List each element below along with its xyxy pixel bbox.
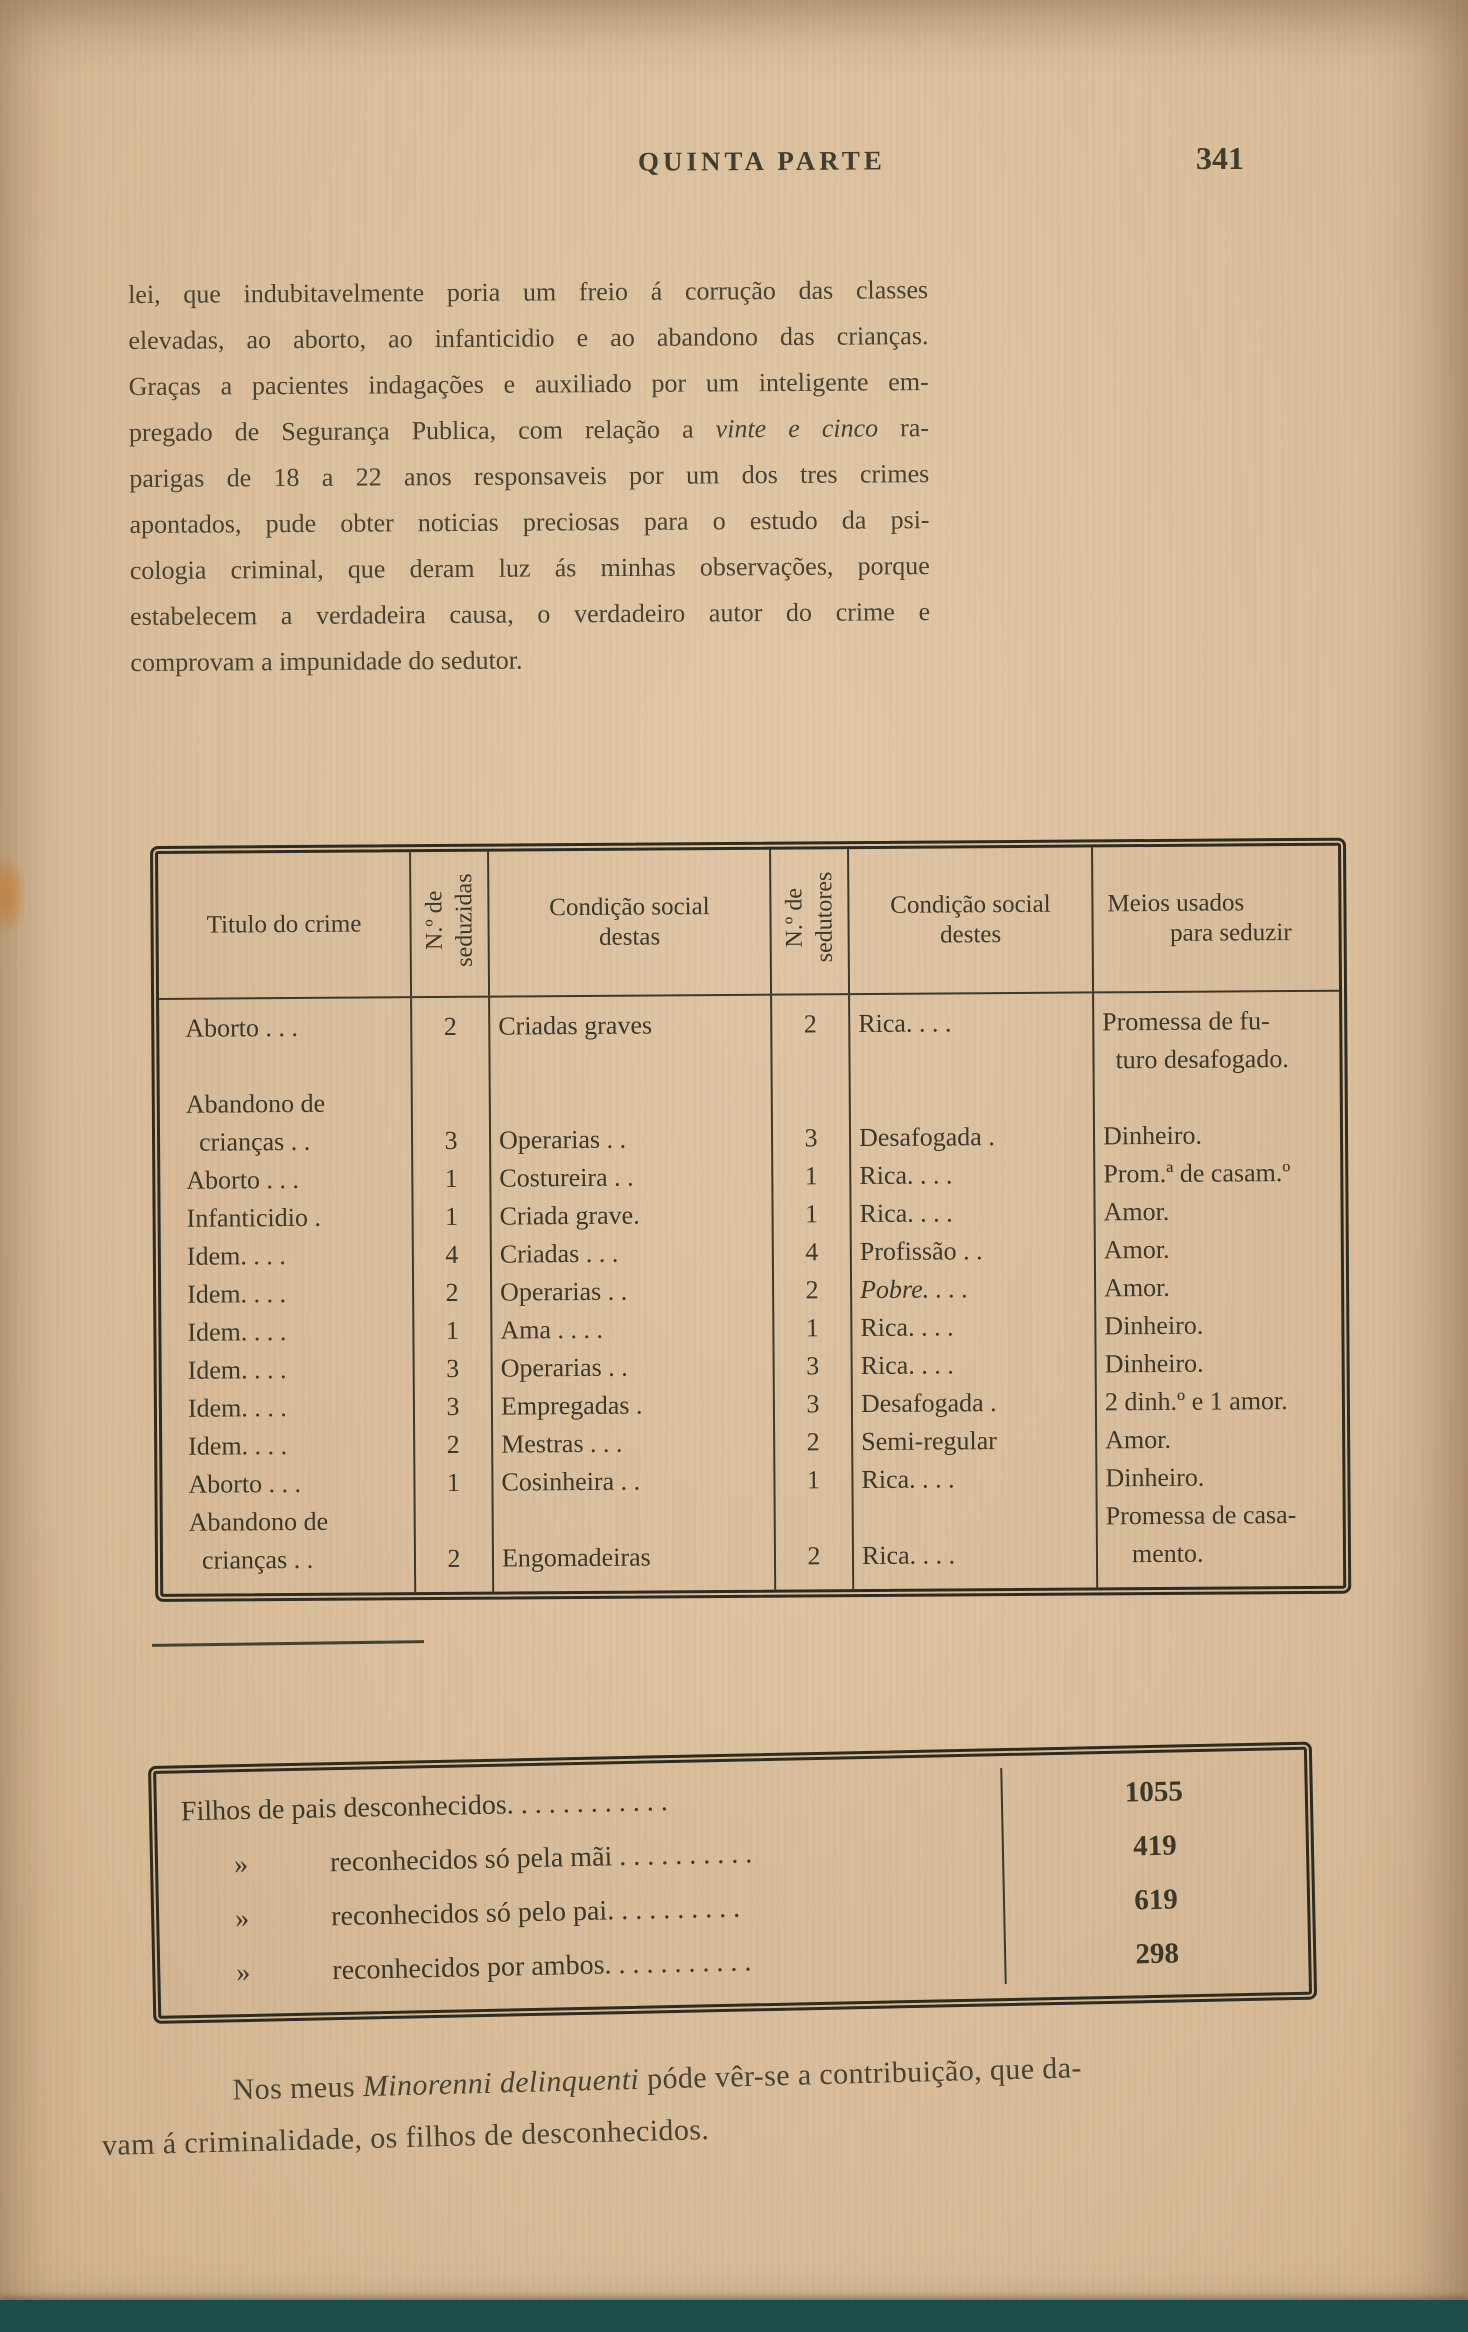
- meios-cell: Amor.: [1095, 1268, 1341, 1308]
- meios-cell: Dinheiro.: [1096, 1458, 1342, 1498]
- condicao-destes-cell: Desafogada .: [850, 1079, 1095, 1157]
- seduzidas-count-cell: 2: [414, 1426, 492, 1465]
- condicao-destas-cell: Criadas . . .: [491, 1234, 773, 1274]
- sedutores-count-cell: 1: [772, 1195, 850, 1234]
- condicao-destas-cell: Operarias . .: [490, 1082, 773, 1160]
- page-number: 341: [1196, 140, 1244, 176]
- condicao-destes-cell: Rica. . . .: [852, 1345, 1096, 1385]
- crime-title-cell: Infanticidio .: [186, 1202, 321, 1233]
- text-line: parigas de 18 a 22 anos responsaveis por um dos tres crimes: [129, 459, 930, 493]
- filhos-count-cell: 298: [1005, 1924, 1309, 1984]
- table-row: [163, 1496, 1344, 1594]
- sedutores-count-cell: 2: [771, 994, 850, 1082]
- header-n-sedutores: [770, 849, 849, 995]
- closing-paragraph: [100, 2034, 1382, 2171]
- sedutores-count-cell: 3: [774, 1347, 852, 1386]
- meios-cell: 2 dinh.º e 1 amor.: [1096, 1382, 1342, 1422]
- filhos-label: reconhecidos só pela mãi . . . . . . . . . .: [329, 1838, 753, 1879]
- condicao-destas-cell: Cosinheira . .: [492, 1462, 774, 1502]
- seduzidas-count-cell: 1: [414, 1464, 492, 1503]
- paper-stain: [0, 858, 24, 932]
- crime-title-cell: Abandono de crianças . .: [185, 1088, 326, 1157]
- ditto-mark: »: [234, 1902, 250, 1935]
- text-line: comprovam a impunidade do sedutor.: [130, 645, 523, 677]
- sedutores-count-cell: 2: [774, 1423, 852, 1462]
- text-segment: ra-: [877, 413, 930, 443]
- condicao-destes-cell: Rica. . . .: [849, 992, 1094, 1081]
- crime-title-cell: Abandono de crianças . .: [188, 1506, 329, 1575]
- meios-cell: Dinheiro.: [1094, 1078, 1341, 1156]
- seduzidas-count-cell: 2: [415, 1502, 494, 1593]
- crime-title-cell: Idem. . . .: [187, 1355, 287, 1385]
- text-line: apontados, pude obter noticias preciosas para o estudo da psi-: [129, 505, 930, 539]
- seduzidas-count-cell: 3: [414, 1388, 492, 1427]
- header-condicao-destas: Condição social destas: [488, 850, 771, 997]
- crime-title-cell: Aborto . . .: [185, 1012, 299, 1043]
- seduzidas-count-cell: 2: [413, 1274, 491, 1313]
- condicao-destes-cell: Pobre. . . .: [851, 1269, 1095, 1309]
- vertical-header-text: N.º de seduzidas: [421, 873, 478, 967]
- seduzidas-count-cell: 4: [413, 1236, 491, 1275]
- sedutores-count-cell: 4: [773, 1233, 851, 1272]
- crime-title-cell: Idem. . . .: [188, 1431, 288, 1461]
- italic-phrase: vinte e cinco: [715, 413, 879, 444]
- text-segment: póde vêr-se a contribuição, que da-: [638, 2051, 1083, 2096]
- filhos-label: reconhecidos só pelo pai. . . . . . . . . .: [330, 1892, 741, 1933]
- seduzidas-count-cell: 3: [414, 1350, 492, 1389]
- condicao-destas-cell: Empregadas .: [492, 1386, 774, 1426]
- crime-title-cell: Aborto . . .: [186, 1164, 300, 1195]
- condicao-destes-cell: Rica. . . .: [850, 1193, 1094, 1233]
- vertical-header-text: N.º de sedutores: [781, 871, 838, 963]
- sedutores-count-cell: 3: [774, 1385, 852, 1424]
- text-line: elevadas, ao aborto, ao infanticidio e ao abandono das crianças.: [128, 321, 929, 355]
- condicao-destes-cell: Semi-regular: [852, 1421, 1096, 1461]
- header-titulo-do-crime: Titulo do crime: [158, 852, 411, 999]
- ditto-mark: »: [236, 1956, 251, 1989]
- text-segment: Nos meus: [232, 2070, 364, 2107]
- meios-cell: Amor.: [1094, 1192, 1340, 1232]
- crime-statistics-table: [150, 838, 1351, 1602]
- crime-title-cell: Idem. . . .: [187, 1279, 287, 1309]
- meios-cell: Amor.: [1096, 1420, 1342, 1460]
- filhos-count-cell: 419: [1002, 1816, 1306, 1876]
- sedutores-count-cell: 1: [772, 1157, 850, 1196]
- crime-title-cell: Idem. . . .: [187, 1393, 287, 1423]
- header-n-seduzidas: [410, 852, 489, 998]
- crime-title-cell: Idem. . . .: [187, 1317, 287, 1347]
- scan-background-edge: [0, 2300, 1468, 2332]
- table-row: [160, 1078, 1341, 1162]
- sedutores-count-cell: 2: [773, 1271, 851, 1310]
- meios-cell: Amor.: [1095, 1230, 1341, 1270]
- seduzidas-count-cell: 3: [412, 1084, 491, 1161]
- condicao-destes-cell: Rica. . . .: [853, 1497, 1098, 1589]
- filhos-count-cell: 1055: [1001, 1762, 1305, 1822]
- filhos-count-cell: 619: [1003, 1870, 1307, 1930]
- text-line: [129, 405, 929, 456]
- filhos-label: reconhecidos por ambos. . . . . . . . . . .: [332, 1946, 752, 1987]
- seduzidas-count-cell: 2: [411, 997, 490, 1085]
- seduzidas-count-cell: 1: [412, 1198, 490, 1237]
- text-line: vam á criminalidade, os filhos de desconhecidos.: [101, 2113, 710, 2162]
- filhos-label: Filhos de pais desconhecidos. . . . . . . . . . . .: [180, 1786, 669, 1828]
- condicao-destas-cell: Criadas graves: [489, 995, 772, 1084]
- italic-book-title: Minorenni delinquenti: [362, 2062, 640, 2104]
- meios-cell: Prom.ª de casam.º: [1094, 1154, 1340, 1194]
- ditto-mark: »: [233, 1848, 249, 1881]
- text-line: cologia criminal, que deram luz ás minhas observações, porque: [129, 551, 930, 585]
- text-line: estabelecem a verdadeira causa, o verdadeiro autor do crime e: [130, 597, 931, 631]
- condicao-destas-cell: Operarias . .: [492, 1348, 774, 1388]
- text-line: lei, que indubitavelmente poria um freio á corrução das classes: [128, 275, 929, 309]
- meios-cell: Promessa de casa- mento.: [1097, 1496, 1344, 1588]
- condicao-destes-cell: Rica. . . .: [851, 1307, 1095, 1347]
- table-row: [159, 991, 1340, 1086]
- section-divider-rule: [152, 1640, 424, 1647]
- header-condicao-destes: Condição social destes: [848, 847, 1093, 994]
- condicao-destes-cell: Rica. . . .: [852, 1459, 1096, 1499]
- running-title: QUINTA PARTE: [637, 145, 886, 177]
- text-line: Graças a pacientes indagações e auxiliado por um inteligente em-: [128, 367, 929, 401]
- condicao-destas-cell: Criada grave.: [490, 1196, 772, 1236]
- seduzidas-count-cell: 1: [413, 1312, 491, 1351]
- condicao-destas-cell: Ama . . . .: [491, 1310, 773, 1350]
- condicao-destas-cell: Operarias . .: [491, 1272, 773, 1312]
- seduzidas-count-cell: 1: [412, 1160, 490, 1199]
- sedutores-count-cell: 3: [772, 1081, 851, 1158]
- condicao-destas-cell: Engomadeiras: [493, 1500, 776, 1592]
- header-meios-usados: Meios usados para seduzir: [1092, 846, 1339, 993]
- body-paragraph: [128, 267, 931, 686]
- filhos-statistics-table: [148, 1742, 1317, 2024]
- condicao-destas-cell: Mestras . . .: [492, 1424, 774, 1464]
- meios-cell: Dinheiro.: [1096, 1344, 1342, 1384]
- condicao-destas-cell: Costureira . .: [490, 1158, 772, 1198]
- sedutores-count-cell: 1: [773, 1309, 851, 1348]
- meios-cell: Dinheiro.: [1095, 1306, 1341, 1346]
- table-header-row: [158, 846, 1339, 999]
- sedutores-count-cell: 2: [775, 1499, 854, 1590]
- text-segment: pregado de Segurança Publica, com relação a: [128, 414, 716, 447]
- condicao-destes-cell: Desafogada .: [852, 1383, 1096, 1423]
- sedutores-count-cell: 1: [774, 1461, 852, 1500]
- condicao-destes-cell: Rica. . . .: [850, 1155, 1094, 1195]
- crime-title-cell: Aborto . . .: [188, 1468, 302, 1499]
- meios-cell: Promessa de fu- turo desafogado.: [1093, 991, 1340, 1080]
- crime-title-cell: Idem. . . .: [186, 1241, 286, 1271]
- condicao-destes-cell: Profissão . .: [851, 1231, 1095, 1271]
